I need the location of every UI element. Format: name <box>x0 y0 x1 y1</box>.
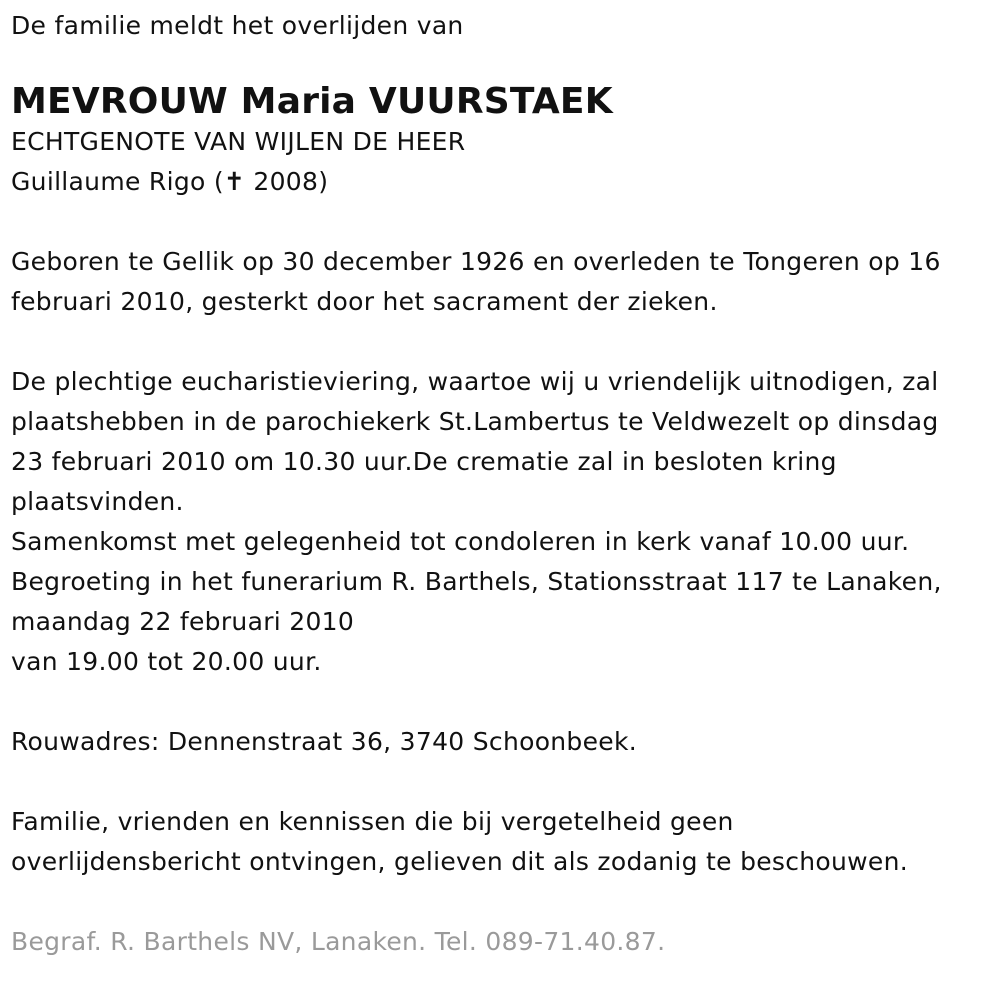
paragraph-line: plaatshebben in de parochiekerk St.Lambertus te Veldwezelt op dinsdag <box>11 407 939 436</box>
spacer <box>11 682 996 722</box>
paragraph-line: Begroeting in het funerarium R. Barthels, Stationsstraat 117 te Lanaken, <box>11 567 942 596</box>
paragraph-line: 23 februari 2010 om 10.30 uur.De crematie zal in besloten kring <box>11 447 837 476</box>
intro-text: De familie meldt het overlijden van <box>11 11 464 40</box>
paragraph-line: Samenkomst met gelegenheid tot condoleren in kerk vanaf 10.00 uur. <box>11 527 910 556</box>
paragraph-line: De plechtige eucharistieviering, waartoe wij u vriendelijk uitnodigen, zal <box>11 367 939 396</box>
spacer <box>11 46 996 78</box>
undertaker-footer: Begraf. R. Barthels NV, Lanaken. Tel. 089-71.40.87. <box>11 927 666 956</box>
paragraph-line: van 19.00 tot 20.00 uur. <box>11 647 322 676</box>
paragraph-line: maandag 22 februari 2010 <box>11 607 355 636</box>
relation-text: ECHTGENOTE VAN WIJLEN DE HEER <box>11 127 466 156</box>
closing-paragraph <box>11 802 996 882</box>
deceased-name: MEVROUW Maria VUURSTAEK <box>11 81 613 122</box>
birth-death-paragraph <box>11 242 996 322</box>
death-notice <box>11 6 996 962</box>
paragraph-line: februari 2010, gesterkt door het sacrament der zieken. <box>11 287 718 316</box>
mourning-address: Rouwadres: Dennenstraat 36, 3740 Schoonbeek. <box>11 727 637 756</box>
ceremony-paragraph <box>11 362 996 682</box>
spouse-text: Guillaume Rigo (✝ 2008) <box>11 167 329 196</box>
paragraph-line: plaatsvinden. <box>11 487 184 516</box>
spacer <box>11 882 996 922</box>
spacer <box>11 202 996 242</box>
spacer <box>11 322 996 362</box>
paragraph-line: Geboren te Gellik op 30 december 1926 en overleden te Tongeren op 16 <box>11 247 941 276</box>
spacer <box>11 762 996 802</box>
paragraph-line: Familie, vrienden en kennissen die bij vergetelheid geen <box>11 807 734 836</box>
paragraph-line: overlijdensbericht ontvingen, gelieven dit als zodanig te beschouwen. <box>11 847 908 876</box>
